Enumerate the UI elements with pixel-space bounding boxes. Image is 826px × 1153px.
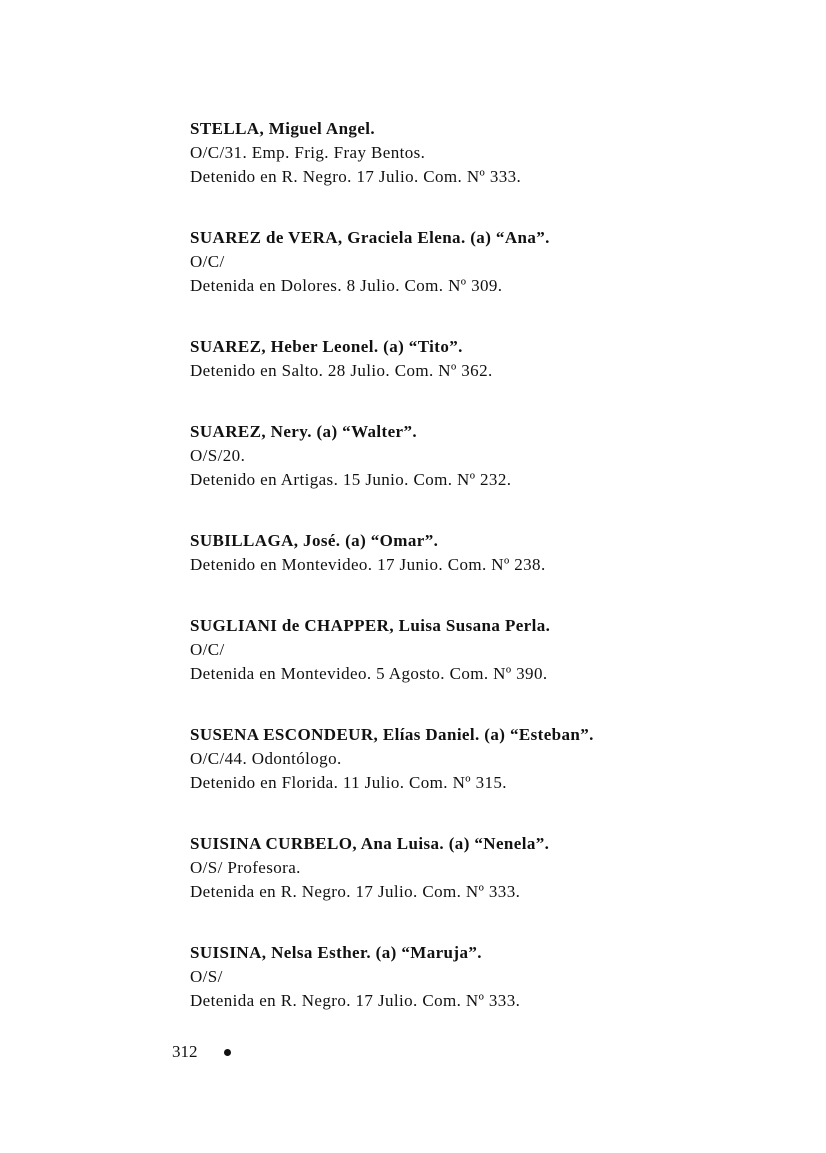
page-footer (172, 1040, 231, 1064)
entry-suisina-curbelo (190, 832, 790, 904)
bullet-icon (224, 1049, 231, 1056)
entry-detail: Detenido en Montevideo. 17 Junio. Com. Nº 238. (190, 555, 546, 574)
entry-detail: O/C/ (190, 252, 225, 271)
entry-detail: O/S/ Profesora. (190, 858, 301, 877)
entry-detail: O/C/44. Odontólogo. (190, 749, 342, 768)
entry-subillaga (190, 529, 790, 577)
entry-detail: Detenida en R. Negro. 17 Julio. Com. Nº 333. (190, 882, 521, 901)
entry-suarez-heber (190, 335, 790, 383)
entry-stella (190, 117, 790, 189)
entry-name: SUGLIANI de CHAPPER, Luisa Susana Perla. (190, 616, 551, 635)
entry-list (190, 117, 790, 1013)
entry-detail: Detenida en R. Negro. 17 Julio. Com. Nº 333. (190, 991, 521, 1010)
entry-name: SUISINA CURBELO, Ana Luisa. (a) “Nenela”. (190, 834, 550, 853)
entry-susena (190, 723, 790, 795)
entry-detail: Detenido en R. Negro. 17 Julio. Com. Nº 333. (190, 167, 522, 186)
entry-name: STELLA, Miguel Angel. (190, 119, 376, 138)
entry-sugliani (190, 614, 790, 686)
entry-suarez-de-vera (190, 226, 790, 298)
entry-name: SUAREZ de VERA, Graciela Elena. (a) “Ana”. (190, 228, 550, 247)
entry-name: SUAREZ, Heber Leonel. (a) “Tito”. (190, 337, 463, 356)
entry-detail: Detenido en Salto. 28 Julio. Com. Nº 362. (190, 361, 493, 380)
entry-detail: O/S/20. (190, 446, 246, 465)
entry-name: SUSENA ESCONDEUR, Elías Daniel. (a) “Esteban”. (190, 725, 594, 744)
entry-suarez-nery (190, 420, 790, 492)
entry-detail: O/C/31. Emp. Frig. Fray Bentos. (190, 143, 426, 162)
entry-name: SUBILLAGA, José. (a) “Omar”. (190, 531, 439, 550)
entry-detail: Detenido en Artigas. 15 Junio. Com. Nº 232. (190, 470, 512, 489)
entry-detail: Detenida en Dolores. 8 Julio. Com. Nº 309. (190, 276, 503, 295)
entry-detail: O/S/ (190, 967, 223, 986)
page-number: 312 (172, 1042, 198, 1061)
entry-detail: Detenida en Montevideo. 5 Agosto. Com. Nº 390. (190, 664, 548, 683)
entry-detail: Detenido en Florida. 11 Julio. Com. Nº 315. (190, 773, 507, 792)
entry-detail: O/C/ (190, 640, 225, 659)
entry-name: SUISINA, Nelsa Esther. (a) “Maruja”. (190, 943, 482, 962)
entry-suisina-nelsa (190, 941, 790, 1013)
entry-name: SUAREZ, Nery. (a) “Walter”. (190, 422, 418, 441)
